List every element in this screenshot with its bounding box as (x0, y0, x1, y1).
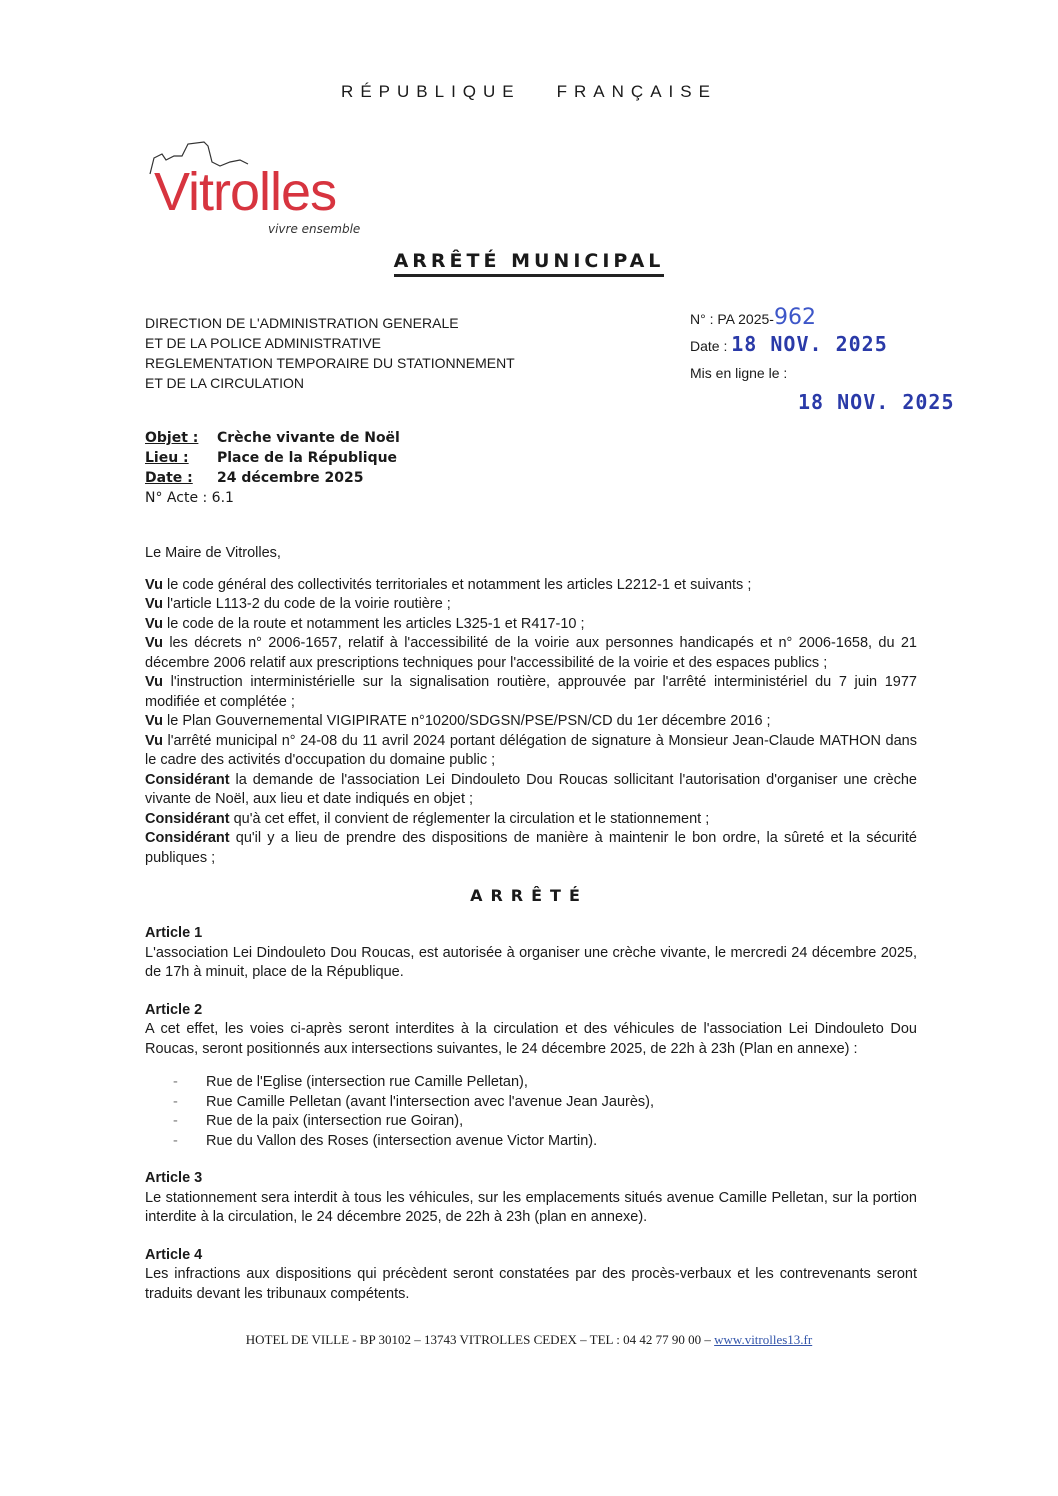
considerations-list (145, 576, 917, 869)
article-4: Article 4 Les infractions aux dispositions qui précèdent seront constatées par des procès-verbaux et les contrevenants seront traduits devant les tribunaux compétents. (145, 1246, 917, 1302)
footer: HOTEL DE VILLE - BP 30102 – 13743 VITROLLES CEDEX – TEL : 04 42 77 90 00 – www.vitrolles13.fr (245, 1332, 813, 1347)
consideration-item: Vu le code général des collectivités territoriales et notamment les articles L2212-1 et suivants ; (145, 576, 752, 593)
date-stamp: 18 NOV. 2025 (731, 332, 888, 356)
handwritten-number: 962 (773, 305, 816, 330)
consideration-item: Vu le code de la route et notamment les articles L325-1 et R417-10 ; (145, 615, 585, 632)
list-item: - Rue du Vallon des Roses (intersection avenue Victor Martin). (173, 1132, 917, 1152)
consideration-item: Considérant qu'il y a lieu de prendre des dispositions de manière à maintenir le bon ordre, la sûreté et la sécurité publiques ; (145, 830, 917, 866)
list-item: - Rue Camille Pelletan (avant l'intersection avec l'avenue Jean Jaurès), (173, 1093, 917, 1113)
street-list (145, 1073, 917, 1151)
reference-block: N° : PA 2025-962 Date : 18 NOV. 2025 Mis en ligne le : 18 NOV. 2025 (690, 305, 955, 414)
arrete-heading: ARRÊTÉ (470, 886, 588, 905)
consideration-item: Considérant la demande de l'association Lei Dindouleto Dou Roucas sollicitant l'autorisation d'organiser une crèche vivante de Noël, aux lieu et date indiqués en objet ; (145, 771, 917, 807)
subject-block: Objet : Crèche vivante de Noël Lieu : Place de la République Date : 24 décembre 2025 N° Acte : 6.1 (145, 430, 400, 506)
list-item: - Rue de l'Eglise (intersection rue Camille Pelletan), (173, 1073, 917, 1093)
consideration-item: Vu l'article L113-2 du code de la voirie routière ; (145, 596, 451, 612)
republique-francaise-header: RÉPUBLIQUE FRANÇAISE (341, 82, 717, 101)
document-body (145, 544, 917, 1348)
article-1: Article 1 L'association Lei Dindouleto Dou Roucas, est autorisée à organiser une crèche vivante, le mercredi 24 décembre 2025, de 17h à minuit, place de la République. (145, 925, 917, 980)
consideration-item: Vu le Plan Gouvernemental VIGIPIRATE n°10200/SDGSN/PSE/PSN/CD du 1er décembre 2016 ; (145, 713, 771, 729)
list-item: - Rue de la paix (intersection rue Goiran), (173, 1112, 917, 1132)
article-2: Article 2 A cet effet, les voies ci-après seront interdites à la circulation et des véhicules de l'association Lei Dindouleto Dou Roucas, seront positionnés aux intersections suivantes, le 24 décembre 2025, de 22h à 23h (Plan en annexe) : - Rue de l'Eglise (intersection rue Camille Pelletan), - Rue Camille Pelletan (avant l'intersection avec l'avenue Jean Jaurès), - Rue de la paix (intersection rue Goiran), - Rue du Vallon des Roses (intersection avenue Victor Martin). (145, 1001, 917, 1152)
consideration-item: Considérant qu'à cet effet, il convient de réglementer la circulation et le stationnement ; (145, 810, 710, 827)
consideration-item: Vu l'arrêté municipal n° 24-08 du 11 avril 2024 portant délégation de signature à Monsieur Jean-Claude MATHON dans le cadre des activités d'occupation du domaine public ; (145, 732, 917, 768)
consideration-item: Vu l'instruction interministérielle sur la signalisation routière, approuvée par l'arrêté interministériel du 7 juin 1977 modifiée et complétée ; (145, 674, 917, 710)
article-3: Article 3 Le stationnement sera interdit à tous les véhicules, sur les emplacements situés avenue Camille Pelletan, sur la portion interdite à la circulation, le 24 décembre 2025, de 22h à 23h (plan en annexe). (145, 1170, 917, 1225)
online-date-stamp: 18 NOV. 2025 (798, 390, 955, 414)
intro: Le Maire de Vitrolles, (145, 545, 281, 561)
vitrolles-logo: Vitrolles vivre ensemble (148, 140, 388, 240)
document-title: ARRÊTÉ MUNICIPAL (0, 250, 1058, 272)
website-link[interactable]: www.vitrolles13.fr (714, 1332, 813, 1347)
department-block: DIRECTION DE L'ADMINISTRATION GENERALE ET DE LA POLICE ADMINISTRATIVE REGLEMENTATION TEMPORAIRE DU STATIONNEMENT ET DE LA CIRCULATION (145, 315, 515, 391)
consideration-item: Vu les décrets n° 2006-1657, relatif à l'accessibilité de la voirie aux personnes handicapés et n° 2006-1658, du 21 décembre 2006 relatif aux prescriptions techniques pour l'accessibilité de la voirie et des espaces publics ; (145, 635, 917, 671)
